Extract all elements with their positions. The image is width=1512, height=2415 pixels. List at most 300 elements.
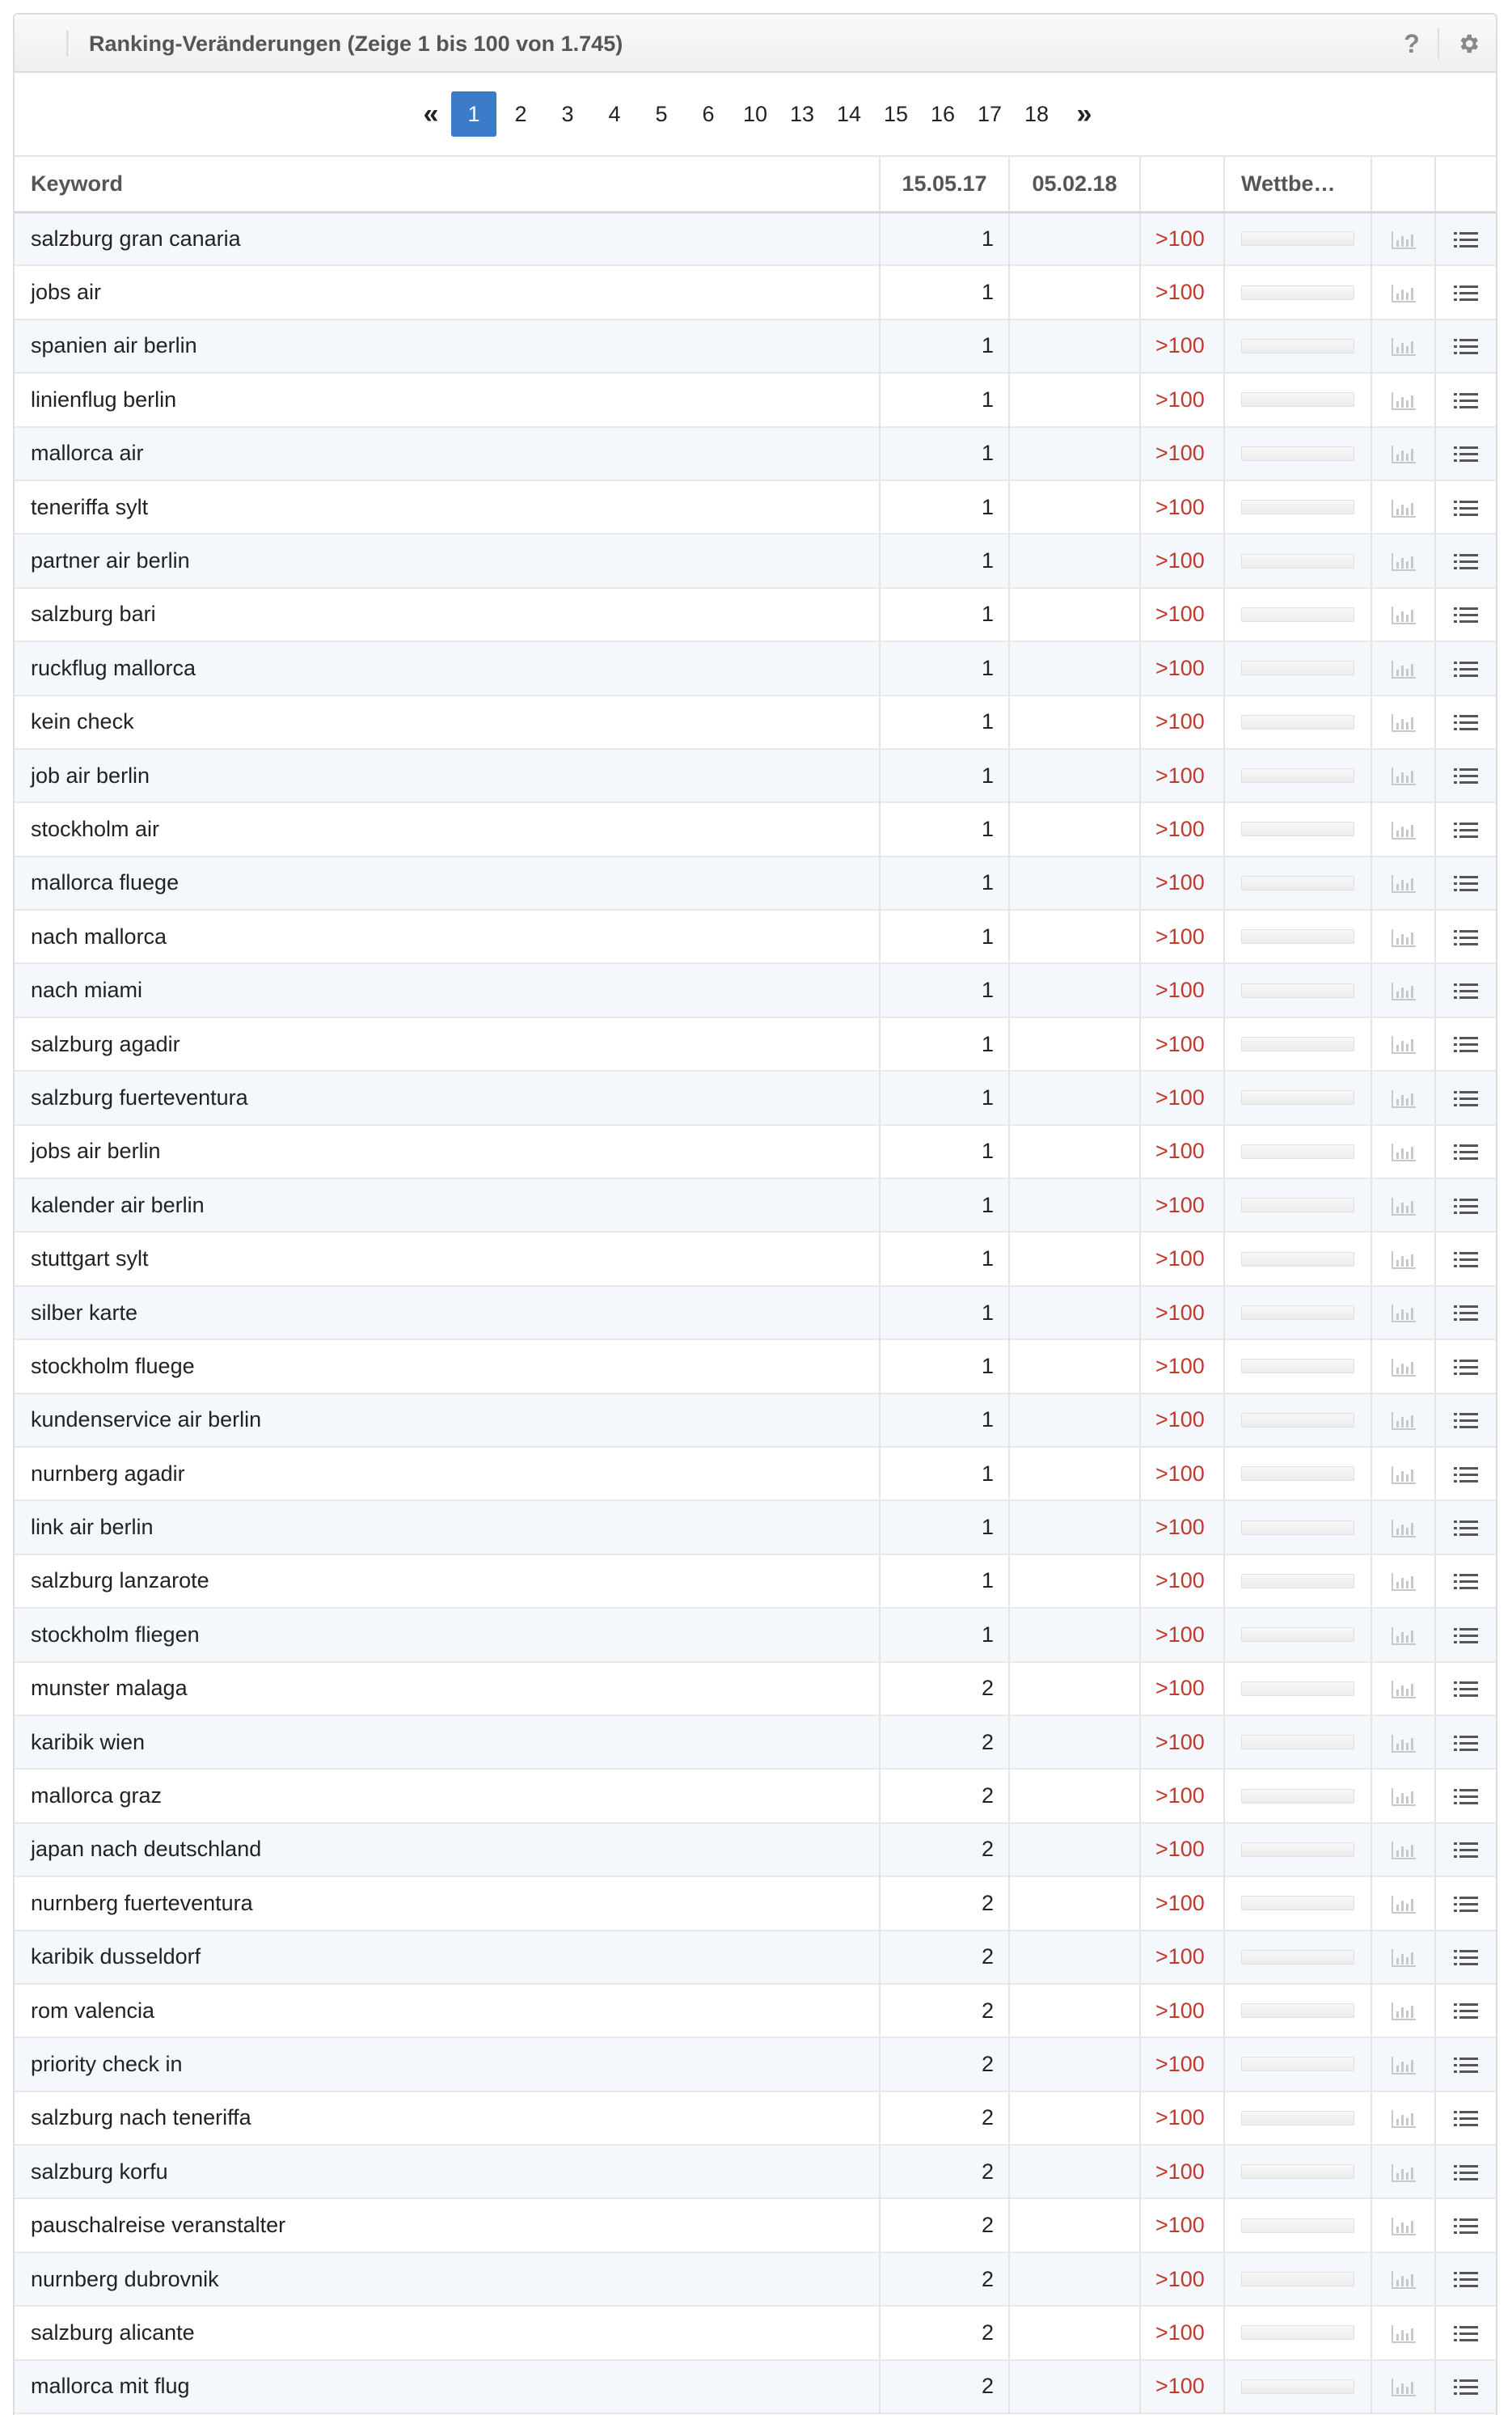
page-button-2[interactable]: 2 [514, 102, 527, 126]
table-row[interactable] [15, 1394, 1496, 1447]
list-icon[interactable] [1454, 1090, 1478, 1108]
rank-date-2-cell [1009, 588, 1140, 641]
keyword-cell: nurnberg agadir [15, 1447, 880, 1500]
competition-bar [1241, 2111, 1354, 2125]
keyword-cell: nach miami [15, 963, 880, 1017]
page-button-10[interactable]: 10 [742, 102, 768, 126]
competition-cell [1224, 1286, 1371, 1339]
list-icon[interactable] [1454, 446, 1478, 463]
gear-icon[interactable] [1454, 29, 1483, 58]
keyword-cell: mallorca fluege [15, 856, 880, 910]
list-icon[interactable] [1454, 1627, 1478, 1645]
keyword-cell: salzburg bari [15, 588, 880, 641]
bar-chart-icon[interactable] [1392, 2164, 1416, 2182]
bar-chart-icon[interactable] [1392, 983, 1416, 1000]
competition-cell [1224, 1339, 1371, 1393]
table-row[interactable] [15, 1500, 1496, 1554]
chart-cell [1371, 641, 1435, 695]
page-button-1[interactable]: 1 [451, 91, 496, 137]
table-row[interactable] [15, 373, 1496, 426]
list-icon[interactable] [1454, 285, 1478, 302]
list-icon[interactable] [1454, 1359, 1478, 1377]
competition-cell [1224, 1876, 1371, 1930]
rank-date-1-cell: 1 [880, 1178, 1009, 1232]
rank-date-2-cell [1009, 1500, 1140, 1554]
list-icon[interactable] [1454, 1251, 1478, 1269]
table-row[interactable] [15, 1125, 1496, 1178]
list-icon[interactable] [1454, 1305, 1478, 1322]
keyword-cell: stockholm fliegen [15, 1608, 880, 1661]
details-cell [1435, 641, 1496, 695]
page-button-6[interactable]: 6 [702, 102, 715, 126]
chart-cell [1371, 1071, 1435, 1124]
bar-chart-icon[interactable] [1392, 768, 1416, 785]
rank-change-cell: >100 [1140, 802, 1224, 856]
competition-cell [1224, 373, 1371, 426]
list-icon[interactable] [1454, 1788, 1478, 1806]
list-icon[interactable] [1454, 1842, 1478, 1859]
table-row[interactable] [15, 749, 1496, 802]
list-icon[interactable] [1454, 2164, 1478, 2182]
rank-date-1-cell: 2 [880, 1715, 1009, 1769]
rank-date-2-cell [1009, 480, 1140, 534]
bar-chart-icon[interactable] [1392, 392, 1416, 410]
column-header-change[interactable] [1140, 157, 1224, 212]
rank-date-1-cell: 1 [880, 1017, 1009, 1071]
bar-chart-icon[interactable] [1392, 1198, 1416, 1216]
list-icon[interactable] [1454, 2325, 1478, 2343]
rank-change-cell: >100 [1140, 212, 1224, 265]
rank-change-cell: >100 [1140, 1394, 1224, 1447]
table-row[interactable] [15, 802, 1496, 856]
rank-change-cell: >100 [1140, 1931, 1224, 1984]
bar-chart-icon[interactable] [1392, 231, 1416, 249]
rank-date-1-cell: 1 [880, 1394, 1009, 1447]
table-row[interactable] [15, 1017, 1496, 1071]
table-row[interactable] [15, 480, 1496, 534]
bar-chart-icon[interactable] [1392, 1090, 1416, 1108]
rank-change-cell: >100 [1140, 963, 1224, 1017]
rank-date-1-cell: 1 [880, 802, 1009, 856]
table-row[interactable] [15, 534, 1496, 587]
table-row[interactable] [15, 1178, 1496, 1232]
page-button-14[interactable]: 14 [836, 102, 862, 126]
list-icon[interactable] [1454, 1896, 1478, 1914]
competition-bar [1241, 554, 1354, 569]
keyword-cell: stockholm fluege [15, 1339, 880, 1393]
competition-bar [1241, 285, 1354, 300]
rank-date-2-cell [1009, 1394, 1140, 1447]
bar-chart-icon[interactable] [1392, 1681, 1416, 1698]
list-icon[interactable] [1454, 392, 1478, 410]
table-row[interactable] [15, 641, 1496, 695]
details-cell [1435, 802, 1496, 856]
table-row[interactable] [15, 1769, 1496, 1822]
rank-date-2-cell [1009, 2198, 1140, 2252]
competition-cell [1224, 1017, 1371, 1071]
competition-cell [1224, 212, 1371, 265]
rank-date-1-cell: 1 [880, 641, 1009, 695]
list-icon[interactable] [1454, 1681, 1478, 1698]
rank-date-2-cell [1009, 1984, 1140, 2037]
table-row[interactable] [15, 2037, 1496, 2091]
list-icon[interactable] [1454, 983, 1478, 1000]
competition-cell [1224, 427, 1371, 480]
bar-chart-icon[interactable] [1392, 2057, 1416, 2075]
panel-title: Ranking-Veränderungen (Zeige 1 bis 100 von 1.745) [89, 32, 623, 56]
details-cell [1435, 1554, 1496, 1608]
list-icon[interactable] [1454, 607, 1478, 624]
details-cell [1435, 1232, 1496, 1285]
rank-date-2-cell [1009, 1232, 1140, 1285]
table-header-row [15, 157, 1496, 212]
chart-cell [1371, 373, 1435, 426]
table-row[interactable] [15, 427, 1496, 480]
competition-bar [1241, 2325, 1354, 2340]
table-row[interactable] [15, 2145, 1496, 2198]
keyword-cell: jobs air [15, 265, 880, 319]
table-row[interactable] [15, 1608, 1496, 1661]
bar-chart-icon[interactable] [1392, 661, 1416, 679]
competition-bar [1241, 1090, 1354, 1105]
rank-date-1-cell: 2 [880, 2145, 1009, 2198]
rank-change-cell: >100 [1140, 1500, 1224, 1554]
rank-change-cell: >100 [1140, 1232, 1224, 1285]
rank-date-1-cell: 1 [880, 1339, 1009, 1393]
rank-date-2-cell [1009, 1447, 1140, 1500]
list-icon[interactable] [1454, 2218, 1478, 2235]
rank-date-2-cell [1009, 265, 1140, 319]
table-row[interactable] [15, 212, 1496, 265]
competition-bar [1241, 1305, 1354, 1320]
bar-chart-icon[interactable] [1392, 1412, 1416, 1430]
keyword-cell: kundenservice air berlin [15, 1394, 880, 1447]
column-header-competition[interactable]: Wettbe… [1224, 157, 1371, 212]
competition-cell [1224, 910, 1371, 963]
last-page-button[interactable]: » [1076, 99, 1088, 129]
list-icon[interactable] [1454, 1412, 1478, 1430]
competition-cell [1224, 856, 1371, 910]
bar-chart-icon[interactable] [1392, 1305, 1416, 1322]
rank-date-2-cell [1009, 212, 1140, 265]
details-cell [1435, 1984, 1496, 2037]
competition-bar [1241, 929, 1354, 944]
competition-cell [1224, 1769, 1371, 1822]
table-row[interactable] [15, 2360, 1496, 2413]
details-cell [1435, 373, 1496, 426]
competition-cell [1224, 1394, 1371, 1447]
rank-date-1-cell: 2 [880, 2360, 1009, 2413]
list-icon[interactable] [1454, 1036, 1478, 1054]
rank-change-cell: >100 [1140, 1823, 1224, 1876]
bar-chart-icon[interactable] [1392, 2110, 1416, 2128]
list-icon[interactable] [1454, 1520, 1478, 1537]
table-row[interactable] [15, 2198, 1496, 2252]
bar-chart-icon[interactable] [1392, 338, 1416, 356]
rank-date-1-cell: 2 [880, 2091, 1009, 2145]
chart-cell [1371, 910, 1435, 963]
rank-date-2-cell [1009, 1178, 1140, 1232]
bar-chart-icon[interactable] [1392, 2271, 1416, 2289]
competition-cell [1224, 1715, 1371, 1769]
competition-bar [1241, 446, 1354, 461]
table-row[interactable] [15, 856, 1496, 910]
chart-cell [1371, 1178, 1435, 1232]
drag-handle[interactable] [66, 31, 70, 57]
competition-bar [1241, 876, 1354, 890]
table-row[interactable] [15, 1554, 1496, 1608]
list-icon[interactable] [1454, 2057, 1478, 2075]
list-icon[interactable] [1454, 338, 1478, 356]
details-cell [1435, 480, 1496, 534]
rank-change-cell: >100 [1140, 1178, 1224, 1232]
table-row[interactable] [15, 1339, 1496, 1393]
list-icon[interactable] [1454, 500, 1478, 518]
page-button-17[interactable]: 17 [977, 102, 1003, 126]
page-button-3[interactable]: 3 [561, 102, 574, 126]
competition-bar [1241, 339, 1354, 353]
table-row[interactable] [15, 2306, 1496, 2359]
competition-cell [1224, 1447, 1371, 1500]
competition-cell [1224, 1178, 1371, 1232]
table-row[interactable] [15, 1931, 1496, 1984]
rank-date-1-cell: 1 [880, 265, 1009, 319]
rank-date-2-cell [1009, 2037, 1140, 2091]
bar-chart-icon[interactable] [1392, 607, 1416, 624]
details-cell [1435, 1071, 1496, 1124]
details-cell [1435, 588, 1496, 641]
bar-chart-icon[interactable] [1392, 1144, 1416, 1161]
page-button-18[interactable]: 18 [1024, 102, 1050, 126]
bar-chart-icon[interactable] [1392, 2325, 1416, 2343]
list-icon[interactable] [1454, 1949, 1478, 1967]
list-icon[interactable] [1454, 929, 1478, 947]
rank-change-cell: >100 [1140, 910, 1224, 963]
ranking-table [15, 157, 1496, 2414]
list-icon[interactable] [1454, 2003, 1478, 2020]
list-icon[interactable] [1454, 1198, 1478, 1216]
page-button-4[interactable]: 4 [608, 102, 621, 126]
table-row[interactable] [15, 319, 1496, 373]
bar-chart-icon[interactable] [1392, 1573, 1416, 1591]
details-cell [1435, 856, 1496, 910]
table-row[interactable] [15, 1662, 1496, 1715]
rank-date-2-cell [1009, 427, 1140, 480]
page-button-16[interactable]: 16 [930, 102, 956, 126]
table-row[interactable] [15, 1447, 1496, 1500]
rank-change-cell: >100 [1140, 319, 1224, 373]
rank-date-2-cell [1009, 1769, 1140, 1822]
bar-chart-icon[interactable] [1392, 1627, 1416, 1645]
rank-date-2-cell [1009, 1608, 1140, 1661]
bar-chart-icon[interactable] [1392, 714, 1416, 732]
first-page-button[interactable]: « [423, 99, 434, 129]
bar-chart-icon[interactable] [1392, 446, 1416, 463]
rank-change-cell: >100 [1140, 480, 1224, 534]
rank-date-2-cell [1009, 319, 1140, 373]
chart-cell [1371, 1394, 1435, 1447]
rank-date-1-cell: 2 [880, 1769, 1009, 1822]
bar-chart-icon[interactable] [1392, 1788, 1416, 1806]
chart-cell [1371, 1339, 1435, 1393]
rank-change-cell: >100 [1140, 2360, 1224, 2413]
rank-date-1-cell: 1 [880, 1554, 1009, 1608]
rank-date-2-cell [1009, 2306, 1140, 2359]
competition-cell [1224, 1554, 1371, 1608]
bar-chart-icon[interactable] [1392, 1520, 1416, 1537]
chart-cell [1371, 427, 1435, 480]
rank-date-1-cell: 1 [880, 212, 1009, 265]
bar-chart-icon[interactable] [1392, 822, 1416, 840]
chart-cell [1371, 1554, 1435, 1608]
chart-cell [1371, 696, 1435, 749]
table-row[interactable] [15, 910, 1496, 963]
chart-cell [1371, 2198, 1435, 2252]
list-icon[interactable] [1454, 1466, 1478, 1484]
competition-bar [1241, 2003, 1354, 2018]
bar-chart-icon[interactable] [1392, 1359, 1416, 1377]
bar-chart-icon[interactable] [1392, 875, 1416, 893]
list-icon[interactable] [1454, 714, 1478, 732]
rank-change-cell: >100 [1140, 1876, 1224, 1930]
table-row[interactable] [15, 1876, 1496, 1930]
table-row[interactable] [15, 2091, 1496, 2145]
list-icon[interactable] [1454, 768, 1478, 785]
list-icon[interactable] [1454, 231, 1478, 249]
list-icon[interactable] [1454, 1573, 1478, 1591]
list-icon[interactable] [1454, 2110, 1478, 2128]
rank-date-2-cell [1009, 1286, 1140, 1339]
table-row[interactable] [15, 1823, 1496, 1876]
table-row[interactable] [15, 1071, 1496, 1124]
details-cell [1435, 749, 1496, 802]
details-cell [1435, 1823, 1496, 1876]
rank-date-1-cell: 2 [880, 1931, 1009, 1984]
rank-date-2-cell [1009, 534, 1140, 587]
chart-cell [1371, 856, 1435, 910]
bar-chart-icon[interactable] [1392, 1949, 1416, 1967]
list-icon[interactable] [1454, 1735, 1478, 1753]
competition-cell [1224, 2145, 1371, 2198]
bar-chart-icon[interactable] [1392, 1735, 1416, 1753]
page-button-15[interactable]: 15 [883, 102, 909, 126]
bar-chart-icon[interactable] [1392, 1896, 1416, 1914]
chart-cell [1371, 2091, 1435, 2145]
bar-chart-icon[interactable] [1392, 2003, 1416, 2020]
table-row[interactable] [15, 265, 1496, 319]
bar-chart-icon[interactable] [1392, 2218, 1416, 2235]
bar-chart-icon[interactable] [1392, 1842, 1416, 1859]
table-row[interactable] [15, 1984, 1496, 2037]
table-row[interactable] [15, 696, 1496, 749]
bar-chart-icon[interactable] [1392, 553, 1416, 571]
chart-cell [1371, 1876, 1435, 1930]
bar-chart-icon[interactable] [1392, 500, 1416, 518]
competition-bar [1241, 1950, 1354, 1965]
rank-change-cell: >100 [1140, 1769, 1224, 1822]
column-header-details [1435, 157, 1496, 212]
rank-change-cell: >100 [1140, 588, 1224, 641]
pagination [15, 73, 1496, 157]
rank-change-cell: >100 [1140, 1662, 1224, 1715]
competition-bar [1241, 983, 1354, 998]
list-icon[interactable] [1454, 2379, 1478, 2396]
table-row[interactable] [15, 2252, 1496, 2306]
list-icon[interactable] [1454, 822, 1478, 840]
chart-cell [1371, 749, 1435, 802]
chart-cell [1371, 1447, 1435, 1500]
bar-chart-icon[interactable] [1392, 285, 1416, 302]
bar-chart-icon[interactable] [1392, 929, 1416, 947]
rank-change-cell: >100 [1140, 2198, 1224, 2252]
details-cell [1435, 427, 1496, 480]
rank-date-1-cell: 1 [880, 1447, 1009, 1500]
column-header-keyword[interactable]: Keyword [15, 157, 880, 212]
table-row[interactable] [15, 963, 1496, 1017]
competition-cell [1224, 319, 1371, 373]
table-row[interactable] [15, 1232, 1496, 1285]
chart-cell [1371, 588, 1435, 641]
bar-chart-icon[interactable] [1392, 1466, 1416, 1484]
rank-change-cell: >100 [1140, 641, 1224, 695]
chart-cell [1371, 1823, 1435, 1876]
competition-bar [1241, 661, 1354, 675]
keyword-cell: mallorca mit flug [15, 2360, 880, 2413]
page-button-13[interactable]: 13 [789, 102, 815, 126]
bar-chart-icon[interactable] [1392, 1251, 1416, 1269]
table-row[interactable] [15, 588, 1496, 641]
rank-change-cell: >100 [1140, 1554, 1224, 1608]
bar-chart-icon[interactable] [1392, 1036, 1416, 1054]
details-cell [1435, 2198, 1496, 2252]
details-cell [1435, 910, 1496, 963]
rank-change-cell: >100 [1140, 1071, 1224, 1124]
keyword-cell: nurnberg dubrovnik [15, 2252, 880, 2306]
keyword-cell: salzburg lanzarote [15, 1554, 880, 1608]
rank-date-2-cell [1009, 749, 1140, 802]
competition-cell [1224, 265, 1371, 319]
list-icon[interactable] [1454, 1144, 1478, 1161]
bar-chart-icon[interactable] [1392, 2379, 1416, 2396]
table-row[interactable] [15, 1286, 1496, 1339]
keyword-cell: silber karte [15, 1286, 880, 1339]
rank-date-2-cell [1009, 1715, 1140, 1769]
competition-bar [1241, 1681, 1354, 1696]
details-cell [1435, 1608, 1496, 1661]
list-icon[interactable] [1454, 2271, 1478, 2289]
column-header-date-2[interactable]: 05.02.18 [1009, 157, 1140, 212]
rank-date-1-cell: 1 [880, 534, 1009, 587]
column-header-date-1[interactable]: 15.05.17 [880, 157, 1009, 212]
list-icon[interactable] [1454, 875, 1478, 893]
competition-bar [1241, 392, 1354, 407]
competition-cell [1224, 534, 1371, 587]
details-cell [1435, 1662, 1496, 1715]
competition-bar [1241, 1252, 1354, 1267]
competition-cell [1224, 963, 1371, 1017]
list-icon[interactable] [1454, 553, 1478, 571]
competition-bar [1241, 768, 1354, 783]
rank-date-1-cell: 2 [880, 2198, 1009, 2252]
chart-cell [1371, 480, 1435, 534]
help-icon[interactable]: ? [1404, 29, 1420, 58]
page-button-5[interactable]: 5 [655, 102, 668, 126]
rank-date-1-cell: 2 [880, 2252, 1009, 2306]
details-cell [1435, 265, 1496, 319]
table-row[interactable] [15, 1715, 1496, 1769]
rank-date-1-cell: 1 [880, 373, 1009, 426]
list-icon[interactable] [1454, 661, 1478, 679]
